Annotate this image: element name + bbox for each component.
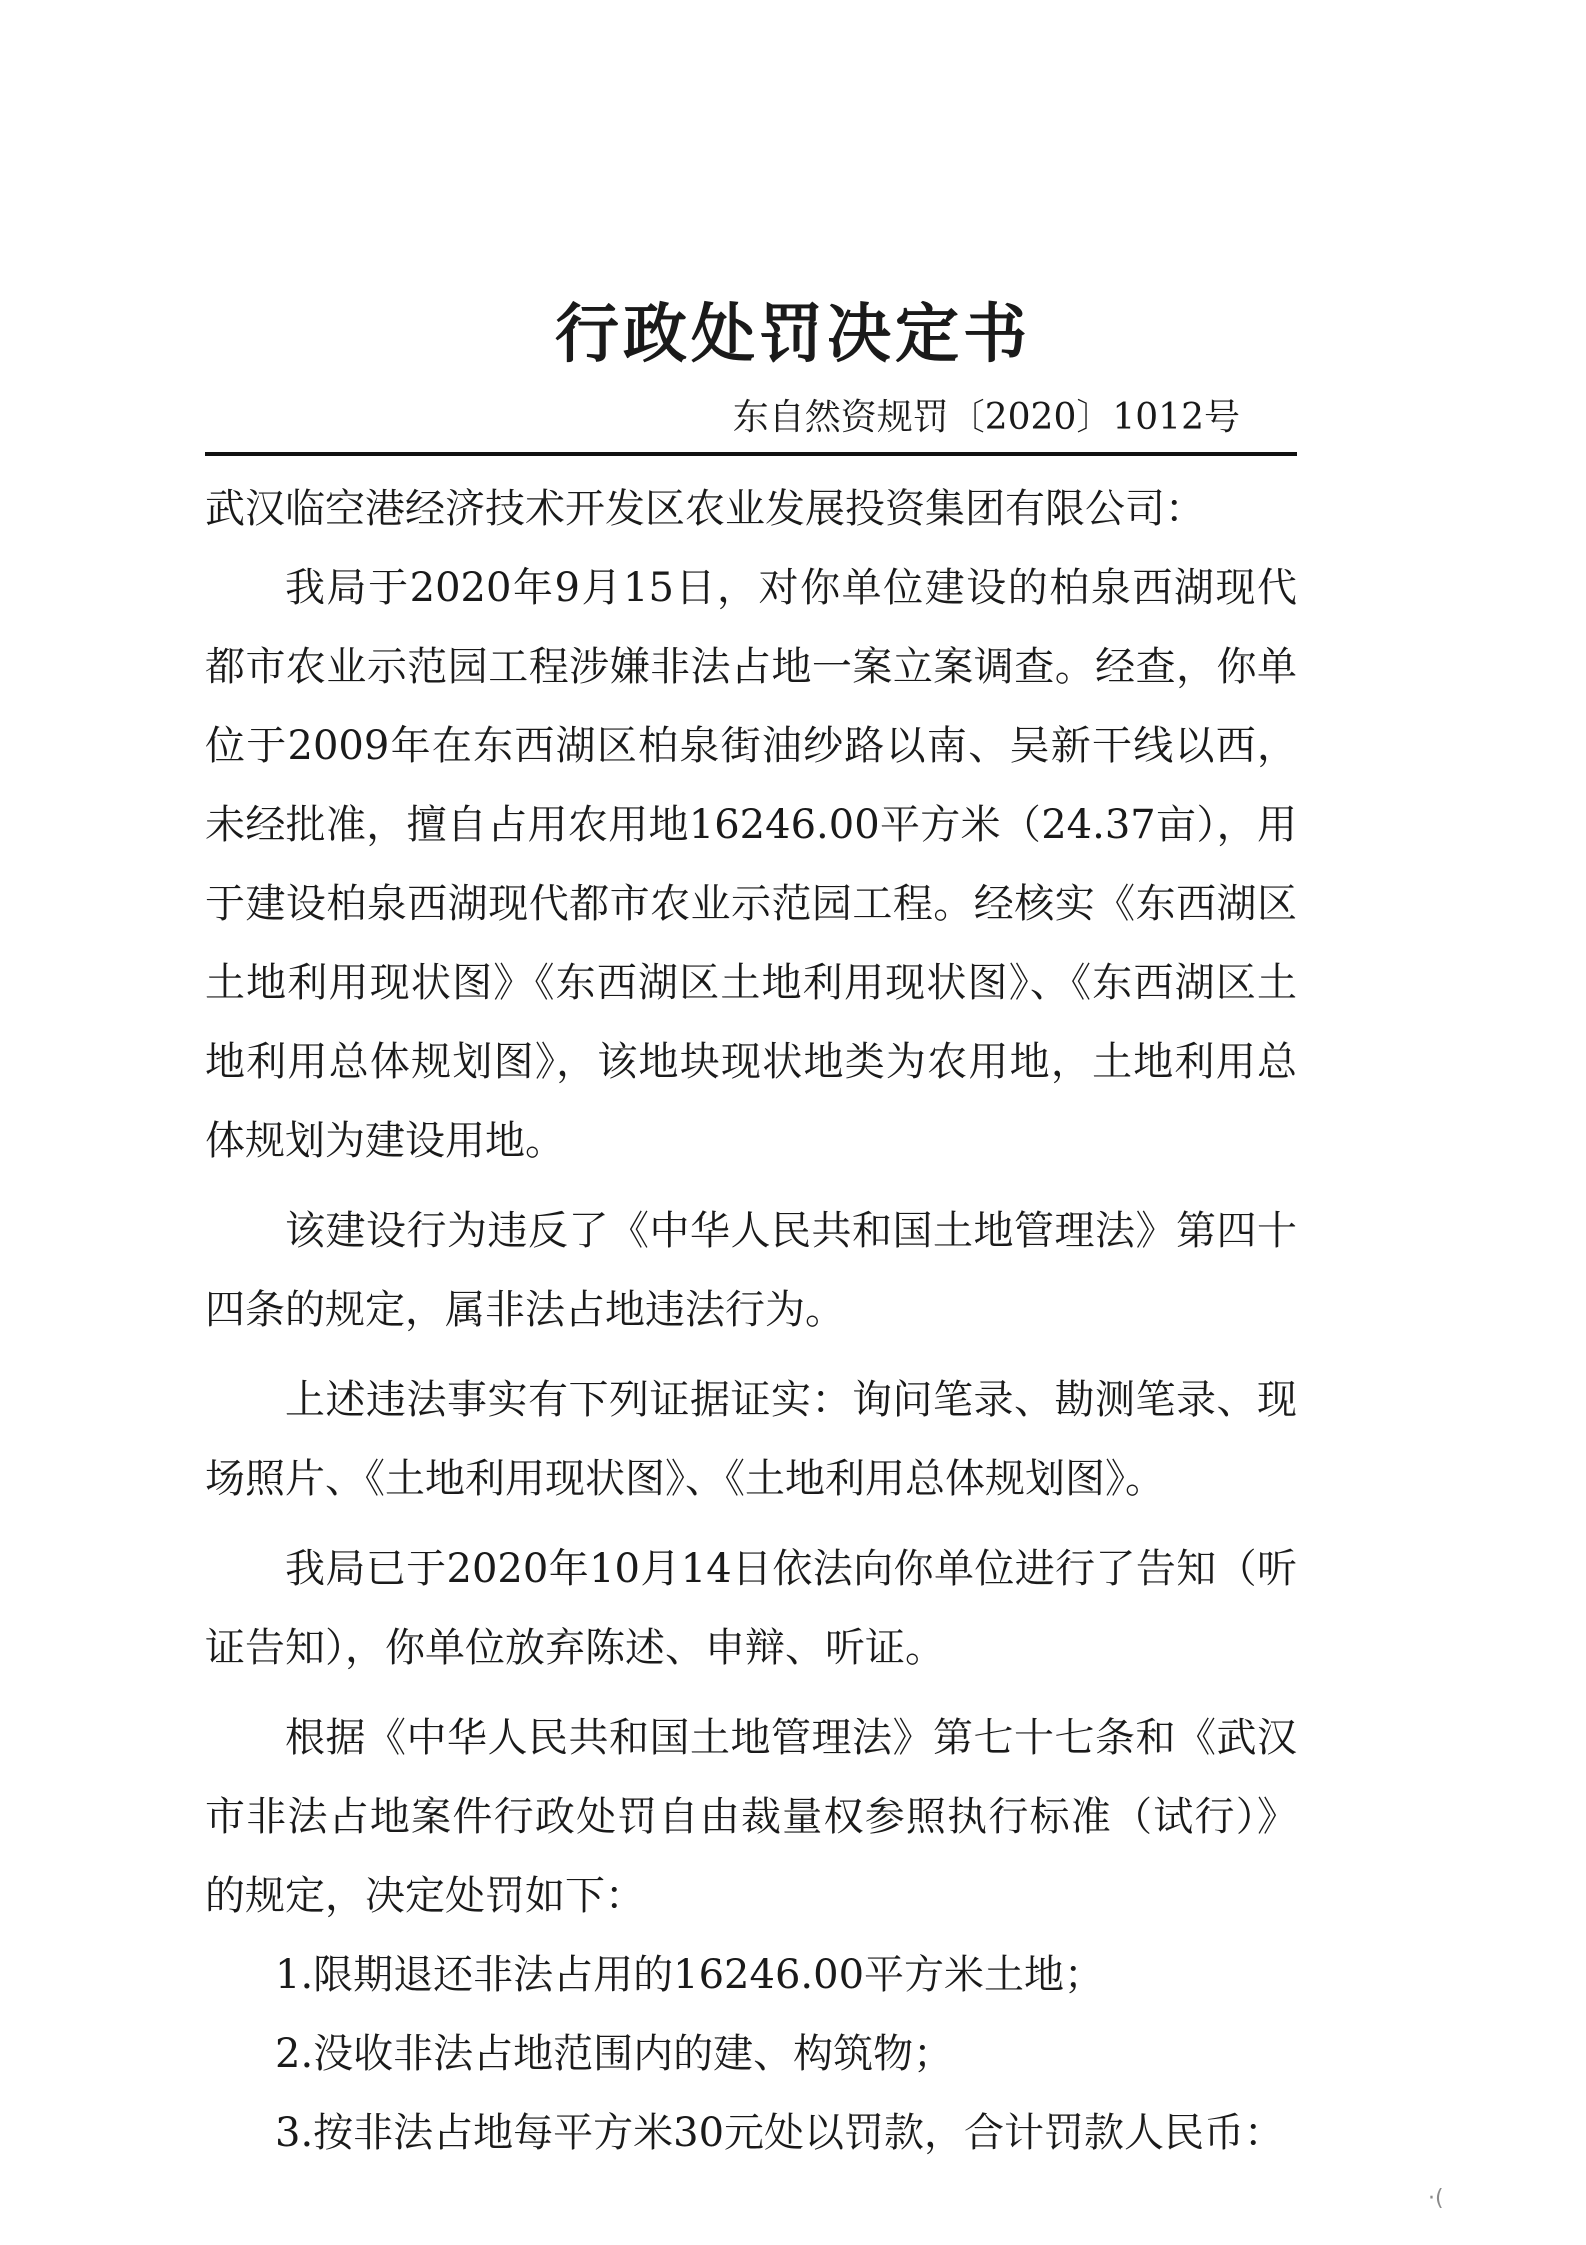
- penalty-item-1: 1.限期退还非法占用的16246.00平方米土地；: [275, 1952, 1105, 1998]
- paragraph-investigation: 我局于2020年9月15日，对你单位建设的柏泉西湖现代都市农业示范园工程涉嫌非法占地一案立案调查。经查，你单位于2009年在东西湖区柏泉街油纱路以南、吴新干线以西，未经批准，擅自占用农用地16246.00平方米（24.37亩），用于建设柏泉西湖现代都市农业示范园工程。经核实《东西湖区土地利用现状图》《东西湖区土地利用现状图》、《东西湖区土地利用总体规划图》，该地块现状地类为农用地，土地利用总体规划为建设用地。: [205, 565, 1297, 1164]
- header-divider: [205, 452, 1297, 456]
- addressee: 武汉临空港经济技术开发区农业发展投资集团有限公司：: [205, 486, 1205, 532]
- penalty-item-2: 2.没收非法占地范围内的建、构筑物；: [275, 2031, 954, 2077]
- paragraph-violation: 该建设行为违反了《中华人民共和国土地管理法》第四十四条的规定，属非法占地违法行为。: [205, 1208, 1297, 1333]
- paragraph-notification: 我局已于2020年10月14日依法向你单位进行了告知（听证告知），你单位放弃陈述、申辩、听证。: [205, 1546, 1297, 1671]
- document-body: [205, 470, 1297, 2173]
- paragraph-decision-basis: 根据《中华人民共和国土地管理法》第七十七条和《武汉市非法占地案件行政处罚自由裁量权参照执行标准（试行）》的规定，决定处罚如下：: [205, 1715, 1297, 1919]
- scan-artifact-mark: ·(: [1428, 2186, 1444, 2211]
- penalty-item-3: 3.按非法占地每平方米30元处以罚款，合计罚款人民币：: [275, 2110, 1285, 2156]
- document-title: 行政处罚决定书: [555, 297, 1031, 372]
- document-number: 东自然资规罚〔2020〕1012号: [732, 397, 1240, 438]
- paragraph-evidence: 上述违法事实有下列证据证实：询问笔录、勘测笔录、现场照片、《土地利用现状图》、《土地利用总体规划图》。: [205, 1377, 1297, 1502]
